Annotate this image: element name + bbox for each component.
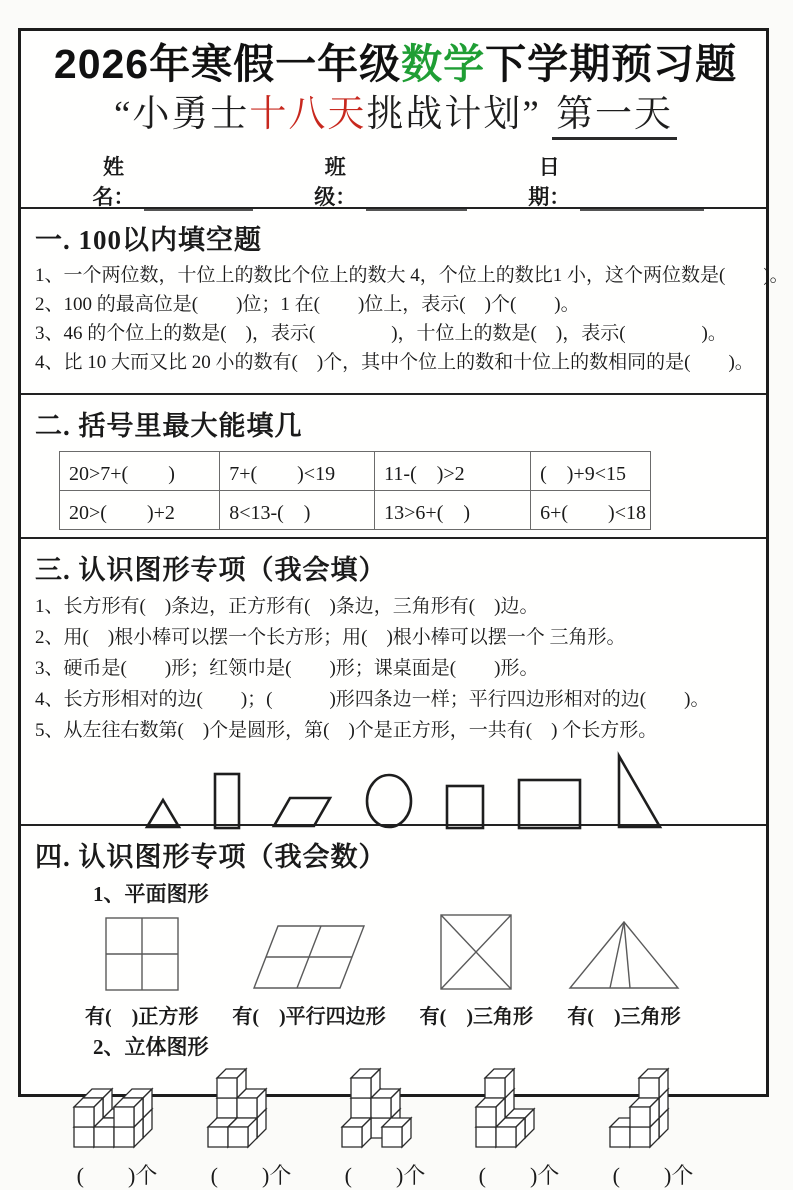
worksheet-header [21, 41, 766, 209]
cube-stack-figure [67, 1067, 167, 1153]
title-part1: 2026年寒假一年级 [53, 41, 402, 87]
cube-count-blank: ( )个 [612, 1163, 694, 1188]
table-cell: ( )+9<15 [531, 452, 651, 491]
section4-heading: 四. 认识图形专项（我会数） [35, 842, 387, 872]
date-label: 日期： [528, 155, 571, 209]
table-cell: 20>7+( ) [60, 452, 220, 491]
question-line: 1、一个两位数，十位上的数比个位上的数大 4，个位上的数比1 小，这个两位数是( )。 [35, 265, 789, 286]
triangle-shape-icon [143, 796, 183, 830]
triangle-divided-icon [567, 918, 681, 992]
cube-stack [601, 1067, 705, 1190]
cube-stacks-row [65, 1067, 756, 1190]
cube-count-blank: ( )个 [344, 1163, 426, 1188]
subtitle-part1: “小勇士 [113, 94, 250, 135]
class-blank-line [366, 187, 467, 211]
section-fill-in-blanks [21, 218, 789, 395]
tall-rectangle-shape-icon [213, 772, 241, 830]
date-blank-line [580, 187, 704, 211]
table-row [60, 452, 651, 491]
figure-square-grid [85, 916, 198, 1029]
cube-count-blank: ( )个 [478, 1163, 560, 1188]
question-line: 3、46 的个位上的数是( )，表示( )，十位上的数是( )，表示( )。 [35, 323, 727, 344]
section-shapes-fill [21, 548, 766, 826]
cube-count-blank: ( )个 [76, 1163, 158, 1188]
subtitle-days-highlight: 十八天 [249, 94, 367, 135]
question-line: 5、从左往右数第( )个是圆形，第( )个是正方形，一共有( ) 个长方形。 [35, 720, 658, 741]
section-max-number-table [21, 404, 766, 539]
plane-figures-row [85, 912, 756, 1029]
table-cell: 7+( )<19 [220, 452, 375, 491]
figure-triangle-divided [567, 918, 681, 1029]
question-line: 4、长方形相对的边( )；( )形四条边一样；平行四边形相对的边( )。 [35, 689, 710, 710]
page-title [35, 41, 756, 87]
question-line: 4、比 10 大而又比 20 小的数有( )个，其中个位上的数和十位上的数相同的是( )。 [35, 352, 754, 373]
class-field [305, 151, 467, 211]
table-row [60, 491, 651, 530]
small-square-shape-icon [445, 784, 487, 830]
question-line: 2、100 的最高位是( )位；1 在( )位上，表示( )个( )。 [35, 294, 580, 315]
question-line: 2、用( )根小棒可以摆一个长方形；用( )根小棒可以摆一个 三角形。 [35, 627, 626, 648]
section1-heading: 一. 100以内填空题 [35, 225, 262, 255]
parallelogram-grid-icon [251, 922, 367, 992]
name-label: 姓名： [92, 155, 135, 209]
parallelogram-shape-icon [271, 794, 333, 830]
count-parallelograms-label: 有( )平行四边形 [232, 1006, 386, 1028]
student-info-row [83, 151, 756, 211]
solid-figures-label: 2、立体图形 [93, 1035, 209, 1059]
wide-rectangle-shape-icon [517, 778, 583, 830]
cube-stack [467, 1067, 571, 1190]
question-line: 3、硬币是( )形；红领巾是( )形；课桌面是( )形。 [35, 658, 539, 679]
ellipse-shape-icon [363, 772, 415, 830]
subtitle-day-number: 第一天 [552, 94, 677, 140]
subtitle-part2: 挑战计划” [366, 94, 541, 135]
table-cell: 8<13-( ) [220, 491, 375, 530]
inequality-table [59, 451, 651, 530]
cube-stack [199, 1067, 303, 1190]
cube-count-blank: ( )个 [210, 1163, 292, 1188]
name-blank-line [144, 187, 253, 211]
table-cell: 6+( )<18 [531, 491, 651, 530]
table-cell: 13>6+( ) [375, 491, 531, 530]
plane-figures-label: 1、平面图形 [93, 882, 209, 906]
figure-square-diagonals [420, 912, 533, 1029]
cube-stack [65, 1067, 169, 1190]
right-triangle-shape-icon [613, 752, 665, 830]
table-cell: 20>( )+2 [60, 491, 220, 530]
date-field [519, 151, 704, 211]
title-part2: 下学期预习题 [485, 41, 738, 87]
section2-heading: 二. 括号里最大能填几 [35, 411, 303, 441]
class-label: 班级： [314, 155, 357, 209]
square-grid-icon [104, 916, 180, 992]
cube-stack-figure [335, 1067, 435, 1153]
cube-stack-figure [201, 1067, 301, 1153]
page-frame [18, 28, 789, 1188]
title-subject-highlight: 数学 [401, 41, 486, 87]
cube-stack [333, 1067, 437, 1190]
figure-parallelogram-grid [232, 922, 385, 1029]
name-field [83, 151, 253, 211]
section-shapes-count [21, 835, 766, 1188]
cube-stack-figure [469, 1067, 569, 1153]
shape-sequence-row [143, 750, 756, 830]
section3-heading: 三. 认识图形专项（我会填） [35, 555, 387, 585]
cube-stack-figure [603, 1067, 703, 1153]
square-diagonals-icon [438, 912, 514, 992]
count-triangles-label: 有( )三角形 [567, 1006, 681, 1028]
count-triangles-label: 有( )三角形 [419, 1006, 533, 1028]
question-line: 1、长方形有( )条边，正方形有( )条边，三角形有( )边。 [35, 596, 539, 617]
table-cell: 11-( )>2 [375, 452, 531, 491]
count-squares-label: 有( )正方形 [85, 1006, 199, 1028]
page-subtitle [35, 93, 756, 137]
